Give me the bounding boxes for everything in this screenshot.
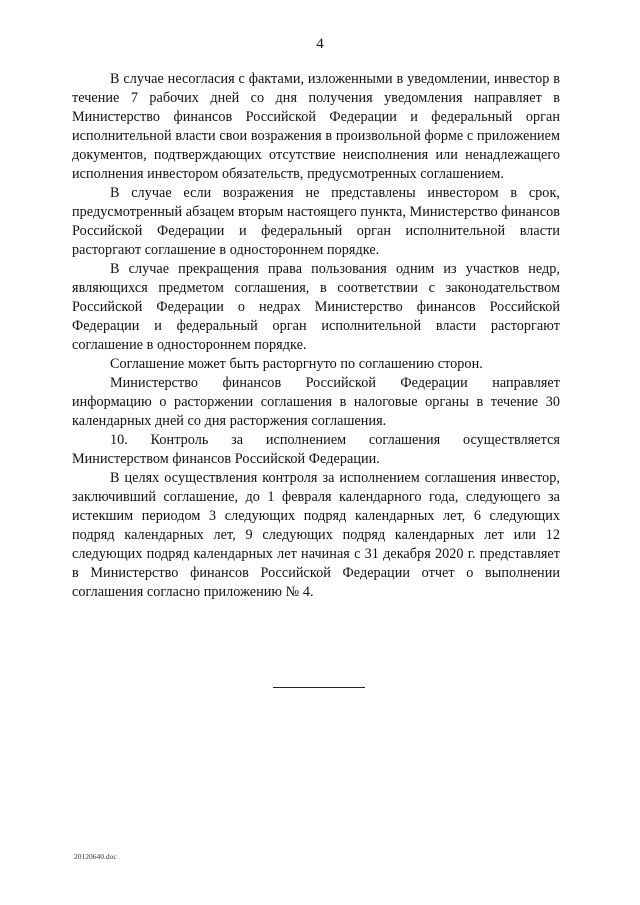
paragraph-no-objections: В случае если возражения не представлены инвестором в срок, предусмотренный абзацем вторым настоящего пункта, Министерство финансов Российской Федерации и федеральный орган исполнительной власти расторгают соглашение в одностороннем порядке. xyxy=(72,185,560,258)
paragraph-objections: В случае несогласия с фактами, изложенными в уведомлении, инвестор в течение 7 рабочих дней со дня получения уведомления направляет в Министерство финансов Российской Федерации и федеральный орган исполнительной власти свои возражения в произвольной форме с приложением документов, подтверждающих отсутствие неисполнения или ненадлежащего исполнения инвестором обязательств, предусмотренных соглашением. xyxy=(72,71,560,182)
paragraph-mutual-termination: Соглашение может быть расторгнуто по соглашению сторон. xyxy=(110,356,483,372)
paragraph-subsoil-termination: В случае прекращения права пользования одним из участков недр, являющихся предметом соглашения, в соответствии с законодательством Российской Федерации о недрах Министерство финансов Российской Федерации и федеральный орган исполнительной власти расторгают соглашение в одностороннем порядке. xyxy=(72,261,560,353)
file-reference: 20120640.doc xyxy=(74,852,117,861)
paragraph-reporting: В целях осуществления контроля за исполнением соглашения инвестор, заключивший соглашение, до 1 февраля календарного года, следующего за истекшим периодом 3 следующих подряд календарных лет, 6 следующих подряд календарных лет, 9 следующих подряд календарных лет или 12 следующих подряд календарных лет начиная с 31 декабря 2020 г. представляет в Министерство финансов Российской Федерации отчет о выполнении соглашения согласно приложению № 4. xyxy=(72,470,560,600)
page-number: 4 xyxy=(316,36,324,52)
document-body xyxy=(72,70,560,602)
end-divider xyxy=(273,687,365,688)
paragraph-tax-notification: Министерство финансов Российской Федерации направляет информацию о расторжении соглашения в налоговые органы в течение 30 календарных дней со дня расторжения соглашения. xyxy=(72,375,560,429)
paragraph-control-clause: 10. Контроль за исполнением соглашения осуществляется Министерством финансов Российской Федерации. xyxy=(72,432,560,467)
